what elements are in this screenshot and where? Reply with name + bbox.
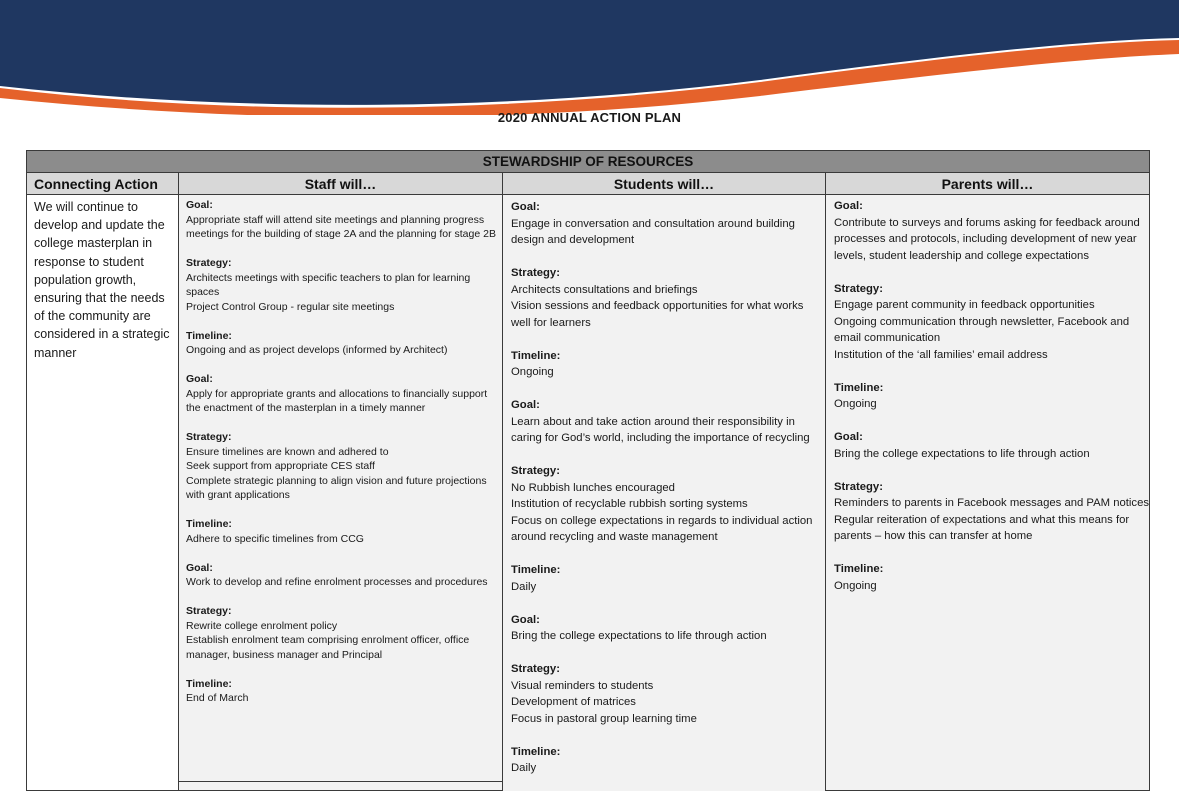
- staff-content: [179, 195, 502, 706]
- block-line: Vision sessions and feedback opportunities for what works well for learners: [511, 300, 804, 329]
- plan-block: [511, 661, 825, 727]
- block-line: Appropriate staff will attend site meetings and planning progress meetings for the building of stage 2A and the planning for stage 2B: [186, 213, 496, 240]
- block-label: Timeline:: [834, 381, 884, 394]
- plan-block: [834, 198, 1149, 264]
- staff-column: [179, 173, 503, 790]
- plan-block: [511, 562, 825, 595]
- plan-block: [186, 329, 502, 358]
- plan-block: [186, 677, 502, 706]
- block-label: Timeline:: [511, 745, 561, 758]
- header-banner: [0, 0, 1179, 115]
- block-label: Goal:: [511, 201, 540, 213]
- block-line: Complete strategic planning to align vision and future projections with grant applications: [186, 474, 487, 501]
- block-line: Engage parent community in feedback opportunities: [834, 299, 1095, 311]
- block-label: Strategy:: [186, 605, 232, 617]
- block-label: Goal:: [511, 613, 540, 626]
- block-line: Project Control Group - regular site meetings: [186, 300, 395, 313]
- block-line: Ongoing and as project develops (informed by Architect): [186, 344, 448, 356]
- block-label: Strategy:: [511, 663, 560, 675]
- block-label: Goal:: [186, 199, 213, 211]
- block-line: Development of matrices: [511, 696, 636, 708]
- block-label: Goal:: [186, 561, 213, 574]
- block-line: No Rubbish lunches encouraged: [511, 481, 675, 494]
- block-line: Ensure timelines are known and adhered to: [186, 445, 389, 458]
- block-line: Work to develop and refine enrolment processes and procedures: [186, 576, 488, 588]
- parents-header: Parents will…: [826, 173, 1149, 195]
- block-line: Reminders to parents in Facebook messages and PAM notices: [834, 497, 1150, 509]
- block-line: Regular reiteration of expectations and what this means for parents – how this can transfer at home: [834, 513, 1130, 542]
- block-line: Ongoing communication through newsletter, Facebook and email communication: [834, 315, 1130, 344]
- block-line: Focus in pastoral group learning time: [511, 712, 697, 725]
- block-line: Daily: [511, 762, 537, 774]
- plan-block: [834, 429, 1149, 462]
- block-line: Engage in conversation and consultation around building design and development: [511, 217, 795, 246]
- connecting-action-text: We will continue to develop and update the college masterplan in response to student population growth, ensuring that the needs of the community are considered in a strategic manner: [34, 200, 170, 360]
- plan-block: [186, 256, 502, 314]
- action-plan-table: [26, 150, 1150, 791]
- block-label: Timeline:: [834, 563, 884, 575]
- plan-block: [186, 198, 502, 242]
- plan-block: [511, 612, 825, 645]
- plan-block: [511, 744, 825, 777]
- students-header: Students will…: [503, 173, 825, 195]
- staff-header: Staff will…: [179, 173, 502, 195]
- block-label: Strategy:: [186, 431, 232, 443]
- block-line: Ongoing: [834, 398, 877, 410]
- block-line: Seek support from appropriate CES staff: [186, 460, 375, 472]
- connecting-action-column: [27, 173, 179, 790]
- plan-block: [186, 517, 502, 546]
- plan-block: [834, 380, 1149, 413]
- block-label: Strategy:: [186, 257, 232, 269]
- section-header: STEWARDSHIP OF RESOURCES: [27, 151, 1149, 173]
- parents-content: [826, 195, 1149, 594]
- plan-block: [511, 199, 825, 249]
- block-line: Learn about and take action around their responsibility in caring for God’s world, including the importance of recycling: [511, 415, 810, 444]
- block-label: Strategy:: [834, 480, 883, 493]
- block-line: Bring the college expectations to life through action: [834, 447, 1090, 460]
- block-label: Strategy:: [834, 282, 883, 295]
- plan-block: [511, 397, 825, 447]
- block-line: Focus on college expectations in regards to individual action around recycling and waste management: [511, 514, 813, 543]
- block-line: Adhere to specific timelines from CCG: [186, 532, 364, 545]
- connecting-action-header: Connecting Action: [27, 173, 178, 195]
- plan-block: [186, 561, 502, 590]
- block-label: Strategy:: [511, 267, 560, 279]
- block-line: Ongoing: [834, 579, 877, 592]
- block-label: Goal:: [186, 373, 213, 385]
- block-label: Goal:: [834, 200, 863, 212]
- block-line: Architects meetings with specific teachers to plan for learning spaces: [186, 271, 471, 298]
- block-label: Goal:: [834, 431, 863, 443]
- block-line: Apply for appropriate grants and allocations to financially support the enactment of the masterplan in a timely manner: [186, 387, 488, 414]
- block-line: Rewrite college enrolment policy: [186, 619, 338, 632]
- block-line: Bring the college expectations to life through action: [511, 630, 767, 642]
- block-line: Architects consultations and briefings: [511, 283, 698, 296]
- staff-bottom-row: [179, 781, 502, 790]
- block-line: Ongoing: [511, 366, 554, 378]
- plan-block: [511, 463, 825, 546]
- document-title: 2020 ANNUAL ACTION PLAN: [497, 110, 682, 125]
- plan-block: [511, 265, 825, 331]
- block-line: Daily: [511, 580, 537, 593]
- block-label: Goal:: [511, 399, 540, 411]
- block-line: Visual reminders to students: [511, 679, 654, 692]
- banner-navy-wave: [0, 0, 1179, 105]
- plan-block: [511, 348, 825, 381]
- students-column: [503, 173, 826, 791]
- block-line: Institution of recyclable rubbish sorting systems: [511, 498, 748, 510]
- plan-block: [834, 281, 1149, 364]
- plan-block: [834, 479, 1149, 545]
- block-label: Timeline:: [511, 564, 561, 576]
- plan-block: [834, 561, 1149, 594]
- plan-block: [186, 372, 502, 416]
- block-line: Institution of the ‘all families’ email address: [834, 348, 1048, 361]
- block-line: End of March: [186, 692, 249, 704]
- plan-block: [186, 604, 502, 662]
- block-label: Strategy:: [511, 465, 560, 477]
- block-line: Contribute to surveys and forums asking for feedback around processes and protocols, including development of new year levels, student leadership and college expectations: [834, 216, 1140, 262]
- block-label: Timeline:: [186, 518, 232, 530]
- block-label: Timeline:: [186, 329, 232, 342]
- block-label: Timeline:: [186, 677, 232, 690]
- parents-column: [826, 173, 1149, 790]
- students-content: [503, 195, 825, 777]
- block-label: Timeline:: [511, 349, 561, 362]
- plan-block: [186, 430, 502, 503]
- block-line: Establish enrolment team comprising enrolment officer, office manager, business manager and Principal: [186, 634, 470, 661]
